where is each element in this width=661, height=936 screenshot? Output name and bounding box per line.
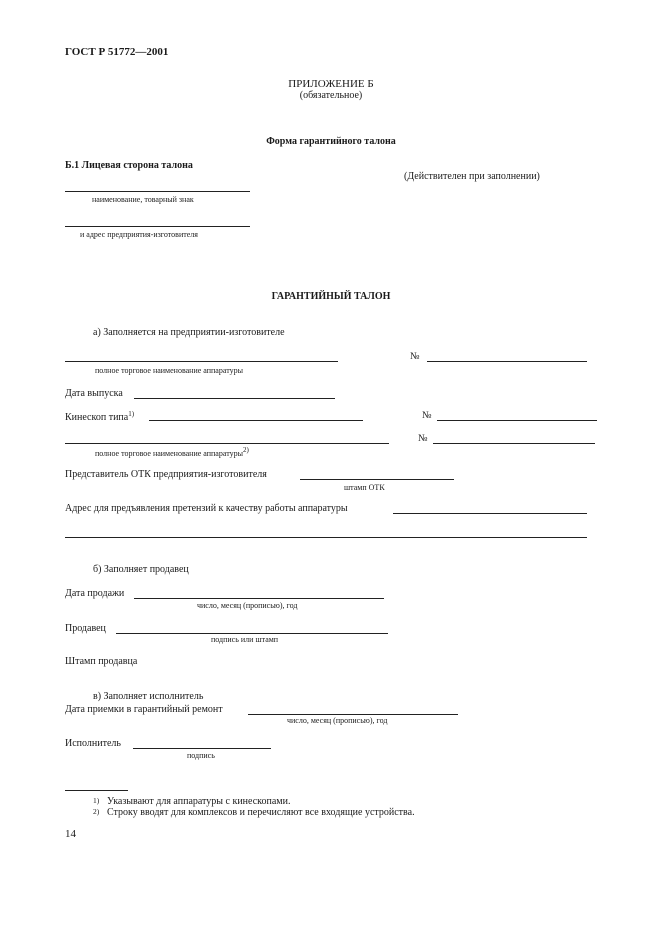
otk-representative-label: Представитель ОТК предприятия-изготовителя — [65, 469, 267, 480]
part-b-heading: б) Заполняет продавец — [93, 564, 189, 575]
standard-number: ГОСТ Р 51772—2001 — [65, 46, 169, 58]
executor-label: Исполнитель — [65, 738, 121, 749]
seller-stamp-label: Штамп продавца — [65, 656, 138, 667]
kinescope-number-line — [437, 420, 597, 421]
caption-signature-stamp: подпись или штамп — [211, 635, 279, 644]
footnote-text-2: Строку вводят для комплексов и перечисляют все входящие устройства. — [107, 807, 415, 818]
sale-date-label: Дата продажи — [65, 588, 125, 599]
section-title: Б.1 Лицевая сторона талона — [65, 160, 193, 171]
release-date-line — [134, 398, 335, 399]
otk-line — [300, 479, 454, 480]
part-c-heading: в) Заполняет исполнитель — [93, 691, 204, 702]
caption-full-name: полное торговое наименование аппаратуры — [95, 366, 243, 375]
part-a-heading: а) Заполняется на предприятии-изготовителе — [93, 327, 285, 338]
sale-date-line — [134, 598, 384, 599]
serial-number-line — [427, 361, 587, 362]
full-name-line — [65, 361, 338, 362]
claims-address-line-2 — [65, 537, 587, 538]
page-number: 14 — [65, 828, 76, 840]
caption-signature: подпись — [187, 751, 215, 760]
kinescope-type-label: Кинескоп типа$^{1)}$ — [65, 410, 135, 423]
number-sign-2: № — [418, 433, 428, 444]
seller-line — [116, 633, 388, 634]
footnote-separator — [65, 790, 128, 791]
full-name-line-2 — [65, 443, 389, 444]
coupon-title: ГАРАНТИЙНЫЙ ТАЛОН — [271, 291, 391, 302]
manufacturer-name-line — [65, 191, 250, 192]
footnote-mark-1: 1) — [93, 796, 100, 805]
claims-address-label: Адрес для предъявления претензий к качеству работы аппаратуры — [65, 503, 348, 514]
executor-line — [133, 748, 271, 749]
claims-address-line — [393, 513, 587, 514]
caption-sale-date: число, месяц (прописью), год — [197, 601, 298, 610]
kinescope-type-line — [149, 420, 363, 421]
caption-acceptance-date: число, месяц (прописью), год — [287, 716, 388, 725]
caption-full-name-2: полное торговое наименование аппаратуры2) — [95, 446, 249, 458]
footnote-ref-2: 2) — [242, 446, 249, 454]
appendix-subtitle: (обязательное) — [299, 90, 363, 101]
footnote-mark-2: 2) — [93, 807, 100, 816]
seller-label: Продавец — [65, 623, 106, 634]
number-sign: № — [410, 351, 420, 362]
validity-note: (Действителен при заполнении) — [404, 171, 540, 182]
form-title: Форма гарантийного талона — [266, 136, 396, 147]
caption-address: и адрес предприятия-изготовителя — [80, 230, 198, 239]
kinescope-number-sign: № — [422, 410, 432, 421]
release-date-label: Дата выпуска — [65, 388, 123, 399]
manufacturer-address-line — [65, 226, 250, 227]
appendix-title: ПРИЛОЖЕНИЕ Б — [288, 78, 374, 90]
acceptance-date-line — [248, 714, 458, 715]
acceptance-date-label: Дата приемки в гарантийный ремонт — [65, 704, 223, 715]
caption-name: наименование, товарный знак — [92, 195, 194, 204]
caption-otk-stamp: штамп ОТК — [344, 483, 385, 492]
footnote-ref-1: 1) — [128, 410, 135, 418]
serial-number-line-2 — [433, 443, 595, 444]
footnote-text-1: Указывают для аппаратуры с кинескопами. — [107, 796, 291, 807]
